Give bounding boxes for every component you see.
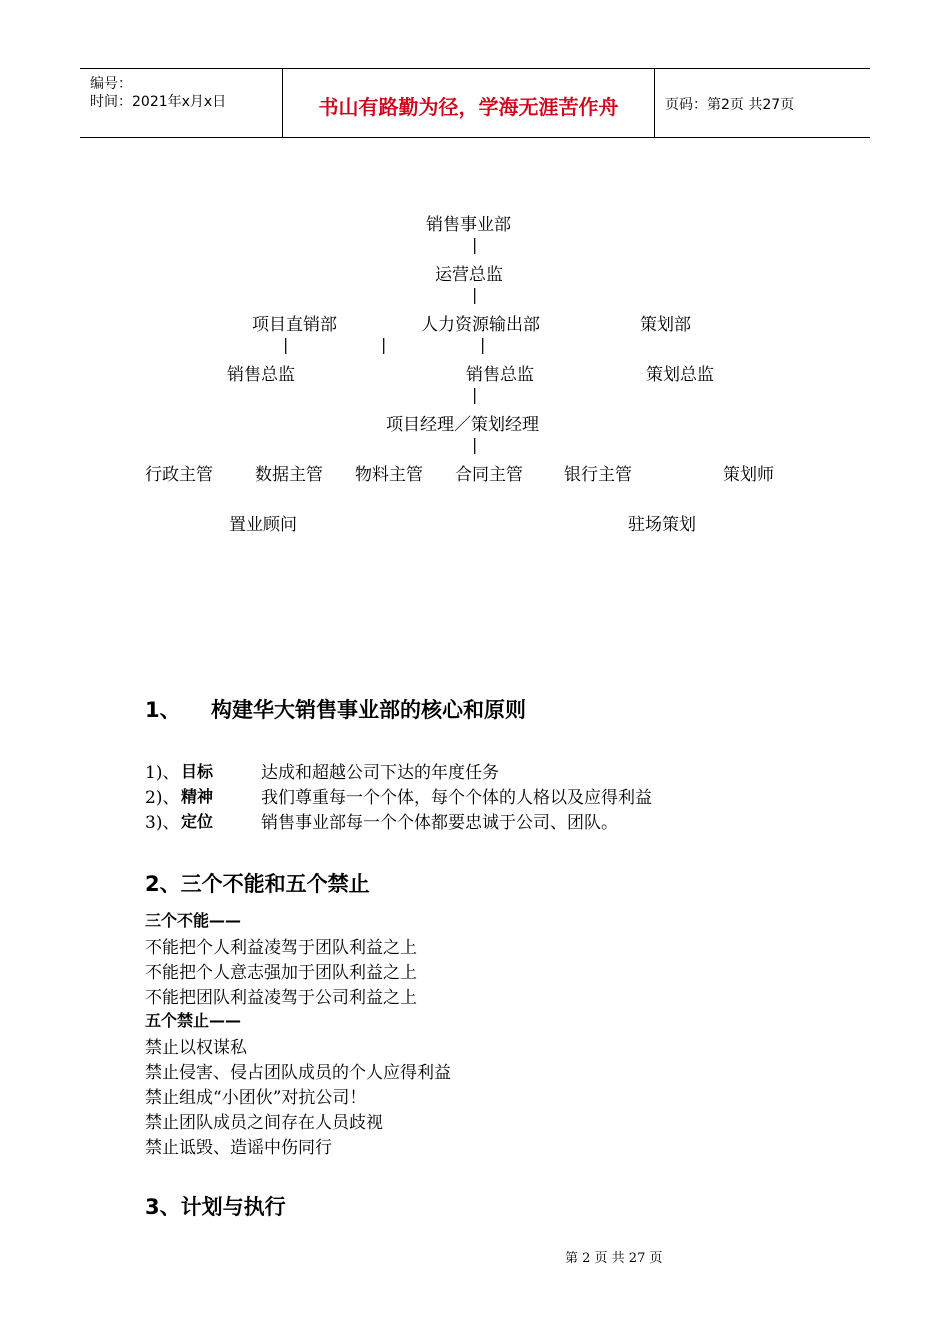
header-page-cell: [655, 69, 870, 137]
page-header: [80, 68, 870, 138]
page-label: 页码：第2页 共27页: [665, 97, 795, 113]
org-root: 销售事业部: [426, 215, 511, 235]
org-level6-item: 驻场策划: [628, 515, 696, 535]
org-connector: |: [480, 335, 486, 354]
org-level5-item: 物料主管: [355, 465, 423, 485]
org-level5-item: 行政主管: [145, 465, 213, 485]
org-level4: 项目经理／策划经理: [386, 415, 539, 435]
org-level2-item: 人力资源输出部: [421, 315, 540, 335]
section1-title: 构建华大销售事业部的核心和原则: [211, 698, 526, 722]
org-level3-item: 销售总监: [466, 365, 534, 385]
org-level5-item: 策划师: [723, 465, 774, 485]
list-item: 不能把个人意志强加于团队利益之上: [145, 963, 417, 983]
list-item: 禁止侵害、侵占团队成员的个人应得利益: [145, 1063, 451, 1083]
section3-title: 3、计划与执行: [145, 1195, 286, 1219]
org-connector: |: [283, 335, 289, 354]
section2-title: 2、三个不能和五个禁止: [145, 872, 370, 896]
section1-number: 1、: [145, 698, 181, 722]
org-connector: |: [472, 285, 478, 304]
list-item: 禁止组成“小团伙”对抗公司！: [145, 1088, 367, 1108]
org-level3-item: 策划总监: [646, 365, 714, 385]
list-item: 禁止以权谋私: [145, 1038, 247, 1058]
list-item: 不能把个人利益凌驾于团队利益之上: [145, 938, 417, 958]
code-label: 编号：: [90, 76, 132, 92]
principle-text: 销售事业部每一个个体都要忠诚于公司、团队。: [261, 813, 618, 833]
list-item: 禁止诋毁、造谣中伤同行: [145, 1138, 332, 1158]
sub-heading: 五个禁止——: [145, 1011, 242, 1030]
principle-text: 我们尊重每一个个体，每个个体的人格以及应得利益: [261, 788, 652, 808]
principle-text: 达成和超越公司下达的年度任务: [261, 763, 499, 783]
page-footer: 第 2 页 共 27 页: [565, 1251, 663, 1266]
org-connector: |: [472, 385, 478, 404]
org-level5-item: 合同主管: [455, 465, 523, 485]
org-connector: |: [472, 435, 478, 454]
list-item: 禁止团队成员之间存在人员歧视: [145, 1113, 383, 1133]
motto: 书山有路勤为径，学海无涯苦作舟: [318, 95, 619, 119]
time-label: 时间：2021年x月x日: [90, 94, 227, 110]
org-level1: 运营总监: [435, 265, 503, 285]
principle-prefix: 2)、: [145, 788, 180, 808]
org-level2-item: 项目直销部: [252, 315, 337, 335]
header-info-cell: [80, 69, 283, 137]
principle-key: 定位: [181, 812, 214, 831]
header-motto-cell: [283, 69, 655, 137]
principle-prefix: 1)、: [145, 763, 180, 783]
list-item: 不能把团队利益凌驾于公司利益之上: [145, 988, 417, 1008]
org-level6-item: 置业顾问: [229, 515, 297, 535]
principle-key: 目标: [181, 762, 214, 781]
principle-key: 精神: [181, 787, 214, 806]
org-connector: |: [381, 335, 387, 354]
org-level5-item: 数据主管: [255, 465, 323, 485]
org-level3-item: 销售总监: [227, 365, 295, 385]
org-level5-item: 银行主管: [564, 465, 632, 485]
sub-heading: 三个不能——: [145, 911, 242, 930]
org-level2-item: 策划部: [640, 315, 691, 335]
principle-prefix: 3)、: [145, 813, 180, 833]
org-connector: |: [472, 235, 478, 254]
